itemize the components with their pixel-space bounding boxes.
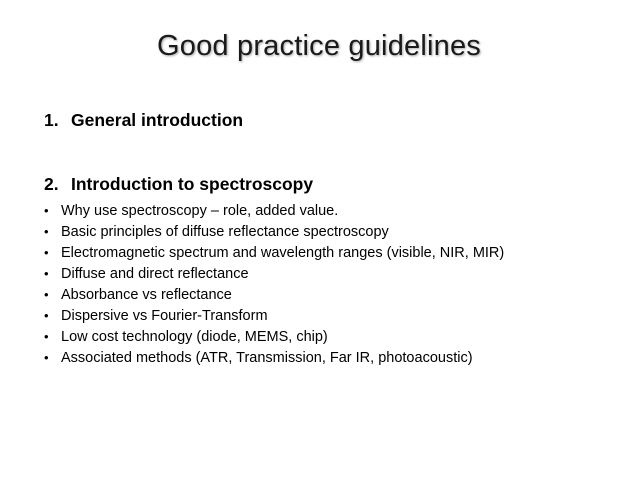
bullet-icon: • (44, 308, 49, 323)
section-number: 1. (44, 110, 59, 130)
section-heading-introduction-to-spectroscopy (44, 174, 313, 195)
list-item (44, 266, 504, 287)
list-item-text: Why use spectroscopy – role, added value. (61, 203, 339, 219)
list-item-text: Basic principles of diffuse reflectance spectroscopy (61, 224, 389, 240)
list-item (44, 329, 504, 350)
list-item (44, 224, 504, 245)
bullet-list (44, 203, 504, 371)
list-item (44, 308, 504, 329)
list-item-text: Dispersive vs Fourier-Transform (61, 308, 268, 324)
list-item-text: Diffuse and direct reflectance (61, 266, 249, 282)
bullet-icon: • (44, 245, 49, 260)
section-heading-general-introduction (44, 110, 243, 131)
bullet-icon: • (44, 203, 49, 218)
list-item (44, 203, 504, 224)
section-number: 2. (44, 174, 59, 194)
list-item-text: Associated methods (ATR, Transmission, Far IR, photoacoustic) (61, 350, 473, 366)
list-item-text: Electromagnetic spectrum and wavelength ranges (visible, NIR, MIR) (61, 245, 505, 261)
section-heading-text: Introduction to spectroscopy (71, 174, 314, 194)
list-item-text: Low cost technology (diode, MEMS, chip) (61, 329, 328, 345)
list-item (44, 245, 504, 266)
slide-title: Good practice guidelines (157, 30, 481, 62)
list-item (44, 287, 504, 308)
bullet-icon: • (44, 287, 49, 302)
list-item (44, 350, 504, 371)
list-item-text: Absorbance vs reflectance (61, 287, 232, 303)
section-heading-text: General introduction (71, 110, 244, 130)
bullet-icon: • (44, 329, 49, 344)
bullet-icon: • (44, 224, 49, 239)
bullet-icon: • (44, 350, 49, 365)
bullet-icon: • (44, 266, 49, 281)
